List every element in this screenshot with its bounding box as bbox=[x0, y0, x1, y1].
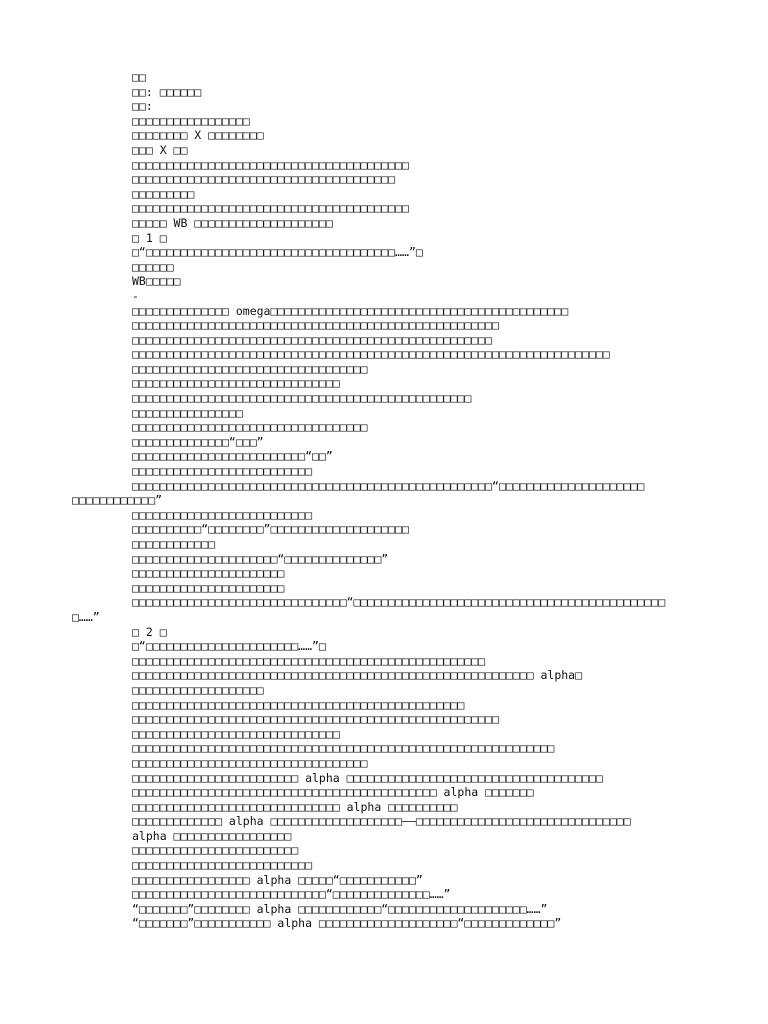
text-line: □□□□□□□□□□□□□□□□□□□□□□□□□□□□“□□□□□□□□□□□□□□……” bbox=[132, 887, 451, 902]
text-line: □□□□□□□□□□□□□□□□□□□□□□□□□□ bbox=[132, 858, 313, 873]
text-line: □□□□□□□□□□□□□□□□□ alpha □□□□□“□□□□□□□□□□□” bbox=[132, 872, 423, 887]
text-line: □□□□□□□□□□□□□□□□□□□□□□□□□□□□□□□□□□ bbox=[132, 420, 368, 435]
text-line: □□□□□□□□□□□□□□□□□□□□□□□□□□□□□□□□□□□□□□□□□□□□□□□□□□□□□□□□□□□□□ bbox=[132, 741, 555, 756]
text-line: □□□□□□□□□□□□□□□□□□□□□□□□□□□□□□ bbox=[132, 726, 340, 741]
text-line: □□□□□□□□□□□□□□□□□□□□□□□□□□□□□□□□□□□□□□□□□□□□□□□□□□□□ bbox=[132, 332, 493, 347]
text-line: - bbox=[132, 288, 139, 303]
text-line: □□□□□□□□□□□□ bbox=[132, 537, 216, 551]
text-line: □□□□□□□□□□□□□□□□□□□□□□□□□□ bbox=[132, 464, 313, 479]
text-line: □□□□□□□□□□□□□□□□□□□□□□□□□□□□□□□□□□ bbox=[132, 755, 368, 770]
text-line: □□□□□□□□□□□□□□□□□□□□□“□□□□□□□□□□□□□□” bbox=[132, 551, 389, 566]
text-line: alpha □□□□□□□□□□□□□□□□□ bbox=[132, 828, 292, 843]
text-line: □□□□□□□□□□□□□□□□□□□□□□□□□□□□□□□□□□□□□□□□□□□□□□□□□□□□□ bbox=[132, 712, 499, 727]
text-line: □□□□□□□□□□□□□□□□□□□□□□ bbox=[132, 566, 285, 581]
text-line: □□□□□□ bbox=[132, 259, 174, 274]
text-line: □ 1 □ bbox=[132, 230, 167, 245]
text-line: □□□ X □□ bbox=[132, 142, 188, 157]
text-line: □□□□□□□□□□□□□□□□□□□□□□□□□□□□□□□□□□□□□□□□□□□□□□□□□□□□“□□□□□□□□□□□□□□□□□□□□□ bbox=[132, 478, 645, 493]
text-line: □□: □□□□□□ bbox=[132, 84, 202, 99]
text-line: □□□□□□□□□□□□□□□□□□□□□□□□□□□□□□ bbox=[132, 376, 340, 391]
text-line: □□□□□□□□□□□□□□□□□□□□□□□□□□□□□□□□□□□□□□ bbox=[132, 172, 396, 187]
text-line: □□□□□□□□ X □□□□□□□□ bbox=[132, 128, 264, 143]
text-line: □□□□□□□□□□□□□□□□□□□□□□□□□□□□□□□□□□□□□□□□□□□□□□□□□□□□□□□□□□ alpha□ bbox=[132, 668, 583, 683]
text-line: □□□□□□□□□□□□□□□□□□□□□□□□□“□□” bbox=[132, 449, 333, 464]
text-line: □□□□□□□□□□□□□□ omega□□□□□□□□□□□□□□□□□□□□□□□□□□□□□□□□□□□□□□□□□□□ bbox=[132, 303, 569, 318]
text-line: □“□□□□□□□□□□□□□□□□□□□□□□……”□ bbox=[132, 639, 326, 654]
text-line: □……” bbox=[72, 609, 100, 624]
text-line: □□□□□□□□□□□□□□□□□□□□□□□□□□□□□□□□□□□□□□□□□□□□□□□□ bbox=[132, 697, 465, 712]
text-line: □□□□□□□□□□□□□□□□□□□□□□□□□□□□□□□□□□ bbox=[132, 361, 368, 376]
text-line: □□□□□□□□□□□□□□□□□□□□□□ bbox=[132, 580, 285, 595]
text-line: □□□□□ WB □□□□□□□□□□□□□□□□□□□□ bbox=[132, 215, 333, 230]
text-line: □□□□□□□□□□□□□□□□□□□□□□□□□□□□□□ alpha □□□□□□□□□□ bbox=[132, 799, 458, 814]
text-line: □□□□□□□□□ bbox=[132, 186, 195, 201]
text-line: □□□□□□□□□□□□□□□□□ bbox=[132, 113, 250, 128]
text-line: □□□□□□□□□□□□□□□□□□□□□□□□□□□□□□□□□□□□□□□□□□□□□□□□□□□ bbox=[132, 653, 486, 668]
text-line: □□□□□□□□□□□□□□□□□□□□□□□□ alpha □□□□□□□□□□□□□□□□□□□□□□□□□□□□□□□□□□□□□ bbox=[132, 770, 603, 785]
text-line: □□□□□□□□□□□□□□□□□□□□□□□□□□□□□□□□□□□□□□□□□□□□□□□□□□□□□□□□□□□□□□□□□□□□□ bbox=[132, 347, 610, 362]
text-line: □□□□□□□□□□□□□□□□□□□□□□□□□□□□□□□□□□□□□□□□ bbox=[132, 157, 409, 172]
text-line: “□□□□□□□”□□□□□□□□□□□ alpha □□□□□□□□□□□□□□□□□□□□“□□□□□□□□□□□□□” bbox=[132, 916, 562, 931]
text-line: □□□□□□□□□□□□□□□□ bbox=[132, 405, 243, 420]
text-line: □□□□□□□□□□□□□□□□□□□□□□□□ bbox=[132, 843, 299, 858]
text-line: □□□□□□□□□□□□□□□□□□□□□□□□□□□□□□□□□□□□□□□□ bbox=[132, 201, 409, 216]
text-line: □□□□□□□□□□□□□ alpha □□□□□□□□□□□□□□□□□□□——□□□□□□□□□□□□□□□□□□□□□□□□□□□□□□□ bbox=[132, 814, 631, 829]
text-line: □□□□□□□□□□□□□□□□□□□□□□□□□□□□□□□“□□□□□□□□□□□□□□□□□□□□□□□□□□□□□□□□□□□□□□□□□□□□□ bbox=[132, 595, 666, 610]
text-line: □□□□□□□□□□□□□□□□□□□□□□□□□□□□□□□□□□□□□□□□□□□□ alpha □□□□□□□ bbox=[132, 785, 534, 800]
text-line: □ 2 □ bbox=[132, 624, 167, 639]
text-line: □□□□□□□□□□□□□□□□□□□□□□□□□□ bbox=[132, 507, 313, 522]
text-line: □□ bbox=[132, 70, 146, 84]
text-line: “□□□□□□□”□□□□□□□□ alpha □□□□□□□□□□□□“□□□□□□□□□□□□□□□□□□□□……” bbox=[132, 901, 548, 916]
text-line: □□□□□□□□□□“□□□□□□□□”□□□□□□□□□□□□□□□□□□□□ bbox=[132, 522, 409, 537]
text-line: □□: bbox=[132, 99, 153, 114]
text-line: □□□□□□□□□□□□□□“□□□” bbox=[132, 434, 264, 449]
text-line: □□□□□□□□□□□□” bbox=[72, 493, 163, 508]
document-page bbox=[0, 70, 768, 931]
text-line: □“□□□□□□□□□□□□□□□□□□□□□□□□□□□□□□□□□□□□……”□ bbox=[132, 245, 423, 260]
text-line: □□□□□□□□□□□□□□□□□□□□□□□□□□□□□□□□□□□□□□□□□□□□□□□□□ bbox=[132, 391, 472, 406]
text-line: □□□□□□□□□□□□□□□□□□□ bbox=[132, 682, 264, 697]
text-line: □□□□□□□□□□□□□□□□□□□□□□□□□□□□□□□□□□□□□□□□□□□□□□□□□□□□□ bbox=[132, 318, 499, 333]
text-line: WB□□□□□ bbox=[132, 274, 181, 289]
